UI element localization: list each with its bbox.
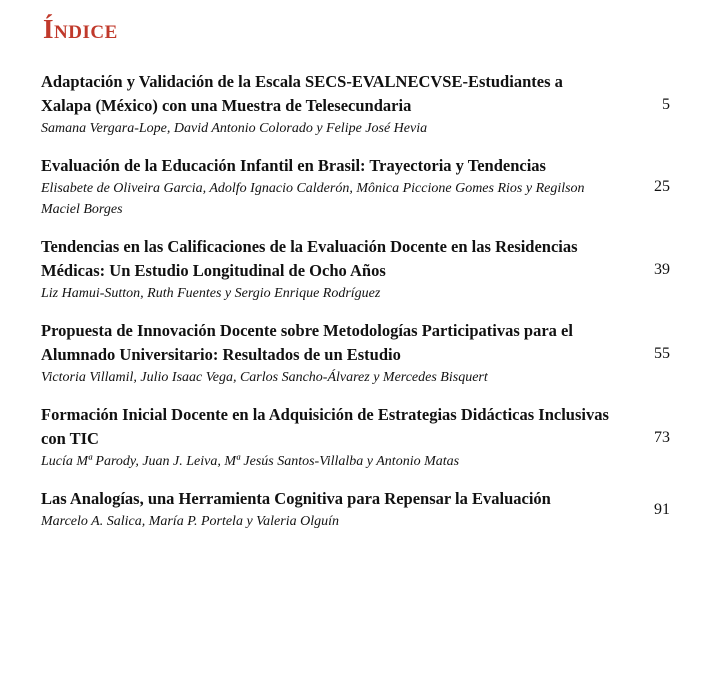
toc-entry-title[interactable]: Tendencias en las Calificaciones de la Evaluación Docente en las Residencias Médicas: Un Estudio Longitudinal de Ocho Años — [41, 237, 578, 280]
toc-entry[interactable] — [41, 403, 681, 472]
toc-entry-text — [41, 403, 611, 472]
toc-entry[interactable] — [41, 70, 681, 139]
toc-entry-text — [41, 154, 611, 220]
toc-entry-page-number[interactable]: 91 — [654, 500, 670, 518]
toc-entry-authors: Victoria Villamil, Julio Isaac Vega, Carlos Sancho-Álvarez y Mercedes Bisquert — [41, 370, 488, 385]
toc-entry[interactable] — [41, 487, 681, 532]
toc-entry-title[interactable]: Formación Inicial Docente en la Adquisición de Estrategias Didácticas Inclusivas con TIC — [41, 405, 609, 448]
toc-entry[interactable] — [41, 235, 681, 304]
toc-entry-title[interactable]: Evaluación de la Educación Infantil en Brasil: Trayectoria y Tendencias — [41, 156, 546, 175]
toc-entry[interactable] — [41, 154, 681, 220]
toc-entry-page-number[interactable]: 73 — [654, 428, 670, 446]
toc-entry-authors: Marcelo A. Salica, María P. Portela y Valeria Olguín — [41, 514, 339, 529]
toc-entry-authors: Liz Hamui-Sutton, Ruth Fuentes y Sergio Enrique Rodríguez — [41, 286, 381, 301]
table-of-contents — [41, 70, 681, 547]
toc-entry-text — [41, 487, 611, 532]
toc-entry[interactable] — [41, 319, 681, 388]
toc-entry-title[interactable]: Propuesta de Innovación Docente sobre Metodologías Participativas para el Alumnado Universitario: Resultados de un Estudio — [41, 321, 573, 364]
toc-entry-page-number[interactable]: 39 — [654, 260, 670, 278]
page-title: Índice — [43, 14, 118, 44]
toc-entry-text — [41, 319, 611, 388]
toc-entry-page-number[interactable]: 25 — [654, 178, 670, 195]
toc-entry-authors: Elisabete de Oliveira Garcia, Adolfo Ignacio Calderón, Mônica Piccione Gomes Rios y Regilson Maciel Borges — [41, 181, 585, 217]
toc-entry-text — [41, 70, 611, 139]
toc-entry-page-number[interactable]: 5 — [662, 95, 670, 113]
toc-entry-title[interactable]: Las Analogías, una Herramienta Cognitiva para Repensar la Evaluación — [41, 489, 551, 508]
toc-entry-authors: Samana Vergara-Lope, David Antonio Colorado y Felipe José Hevia — [41, 121, 428, 136]
toc-entry-title[interactable]: Adaptación y Validación de la Escala SECS-EVALNECVSE-Estudiantes a Xalapa (México) con una Muestra de Telesecundaria — [41, 72, 563, 115]
toc-entry-page-number[interactable]: 55 — [654, 344, 670, 362]
toc-entry-text — [41, 235, 611, 304]
toc-entry-authors: Lucía Mª Parody, Juan J. Leiva, Mª Jesús Santos-Villalba y Antonio Matas — [41, 454, 460, 469]
